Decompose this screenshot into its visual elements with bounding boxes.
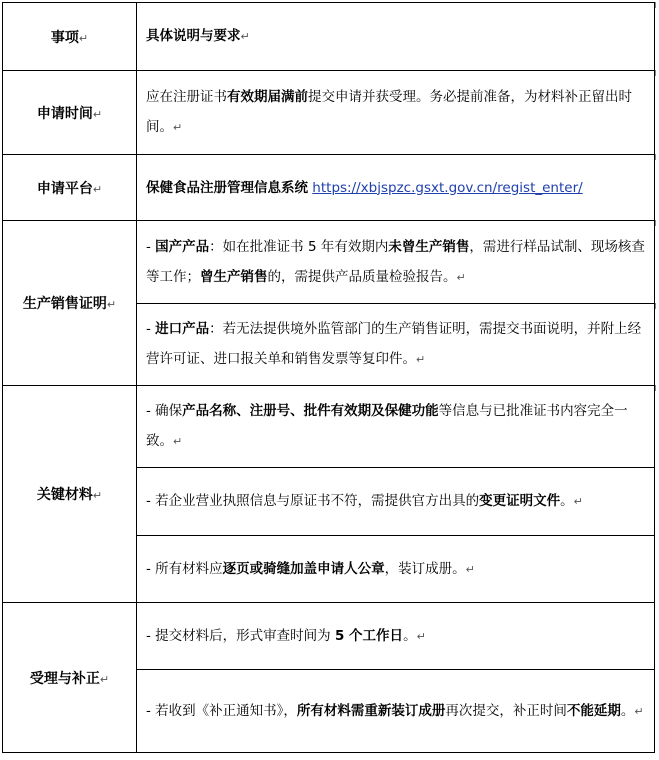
text-segment: - 若企业营业执照信息与原证书不符，需提供官方出具的	[146, 493, 480, 509]
text-segment: 。	[620, 702, 635, 719]
paragraph-mark: ↵	[634, 704, 644, 718]
row-content-cell	[137, 71, 655, 155]
row-end-marker	[655, 2, 659, 8]
row-content-cell	[137, 536, 655, 603]
row-label: 申请平台	[36, 180, 93, 197]
emphasis-text: 逐页或骑缝加盖申请人公章	[222, 560, 385, 577]
table-header-row	[3, 3, 655, 71]
text-segment: 应在注册证书	[146, 89, 227, 105]
text-segment: - 确保	[146, 403, 183, 419]
row-content-cell	[137, 221, 655, 304]
emphasis-text: 不能延期	[566, 702, 621, 719]
text-segment: - 提交材料后，形式审查时间为	[146, 627, 335, 644]
emphasis-text: 曾生产销售	[200, 268, 268, 285]
row-end-marker	[655, 303, 659, 309]
emphasis-text: 未曾生产销售	[388, 238, 470, 255]
row-label-cell	[3, 155, 137, 221]
emphasis-text: 产品名称、注册号、批件有效期及保健功能	[182, 403, 439, 419]
paragraph-mark: ↵	[573, 495, 583, 508]
paragraph-mark: ↵	[173, 435, 183, 448]
header-desc-cell	[137, 3, 655, 71]
emphasis-text: 有效期届满前	[227, 89, 308, 105]
bullet-dash: -	[146, 238, 156, 255]
row-label: 生产销售证明	[22, 296, 107, 312]
table-row-application-platform	[3, 155, 655, 221]
row-content-cell	[137, 155, 655, 221]
header-desc-label: 具体说明与要求	[146, 28, 241, 44]
paragraph-mark: ↵	[92, 489, 103, 502]
paragraph-mark: ↵	[106, 298, 117, 311]
text-segment: 。	[403, 627, 417, 644]
emphasis-text: 5 个工作日	[334, 627, 404, 644]
paragraph-mark: ↵	[456, 270, 466, 284]
row-end-marker	[655, 70, 659, 76]
emphasis-text: 国产产品	[155, 238, 210, 255]
registration-requirements-table	[2, 2, 655, 753]
row-label-cell	[3, 603, 137, 753]
row-content-cell	[137, 386, 655, 468]
header-item-label: 事项	[50, 29, 79, 46]
table-row-acceptance-1	[3, 603, 655, 670]
paragraph-mark: ↵	[416, 353, 426, 366]
table-row-key-materials-1	[3, 386, 655, 468]
row-label-cell	[3, 386, 137, 603]
emphasis-text: 进口产品	[155, 321, 210, 337]
paragraph-mark: ↵	[92, 182, 103, 196]
text-segment: ，需进行样品试制、现场核查等工作；	[146, 238, 645, 285]
row-label-cell	[3, 71, 137, 155]
text-segment: 的，需提供产品质量检验报告。	[267, 268, 457, 285]
row-content-cell	[137, 468, 655, 536]
platform-name: 保健食品注册管理信息系统	[146, 179, 308, 196]
platform-url-link[interactable]: https://xbjspzc.gsxt.gov.cn/regist_enter/	[312, 179, 583, 196]
row-content-cell	[137, 670, 655, 753]
text-segment: 提交申请并获受理。务必提前准备，为材料补正留出时间。	[146, 89, 632, 135]
paragraph-mark: ↵	[78, 31, 89, 45]
paragraph-mark: ↵	[92, 107, 103, 121]
bullet-dash: -	[146, 321, 156, 337]
text-segment: - 所有材料应	[146, 560, 223, 577]
text-segment: 等信息与已批准证书内容完全一致。	[146, 403, 628, 449]
row-label-cell	[3, 221, 137, 386]
row-label: 关键材料	[36, 487, 93, 503]
text-segment: - 若收到《补正通知书》，	[146, 702, 297, 719]
paragraph-mark: ↵	[173, 121, 183, 134]
row-label: 受理与补正	[29, 670, 100, 687]
header-item-cell	[3, 3, 137, 71]
text-segment: 。	[560, 493, 574, 509]
text-segment: ：若无法提供境外监管部门的生产销售证明，需提交书面说明，并附上经营许可证、进口报关单和销售发票等复印件。	[146, 321, 642, 367]
row-end-marker	[655, 154, 659, 160]
paragraph-mark: ↵	[99, 672, 110, 686]
row-label: 申请时间	[36, 105, 93, 122]
paragraph-mark: ↵	[465, 562, 475, 576]
paragraph-mark: ↵	[416, 629, 426, 643]
table-row-production-sales-domestic	[3, 221, 655, 304]
row-end-marker	[655, 385, 659, 391]
row-content-cell	[137, 603, 655, 670]
row-content-cell	[137, 304, 655, 386]
text-segment: 再次提交，补正时间	[445, 702, 567, 719]
row-end-marker	[655, 220, 659, 226]
text-segment: ：如在批准证书 5 年有效期内	[209, 238, 389, 255]
table-row-application-time	[3, 71, 655, 155]
emphasis-text: 变更证明文件	[479, 493, 561, 509]
paragraph-mark: ↵	[240, 30, 250, 43]
emphasis-text: 所有材料需重新装订成册	[296, 702, 446, 719]
text-segment: ，装订成册。	[384, 560, 466, 577]
